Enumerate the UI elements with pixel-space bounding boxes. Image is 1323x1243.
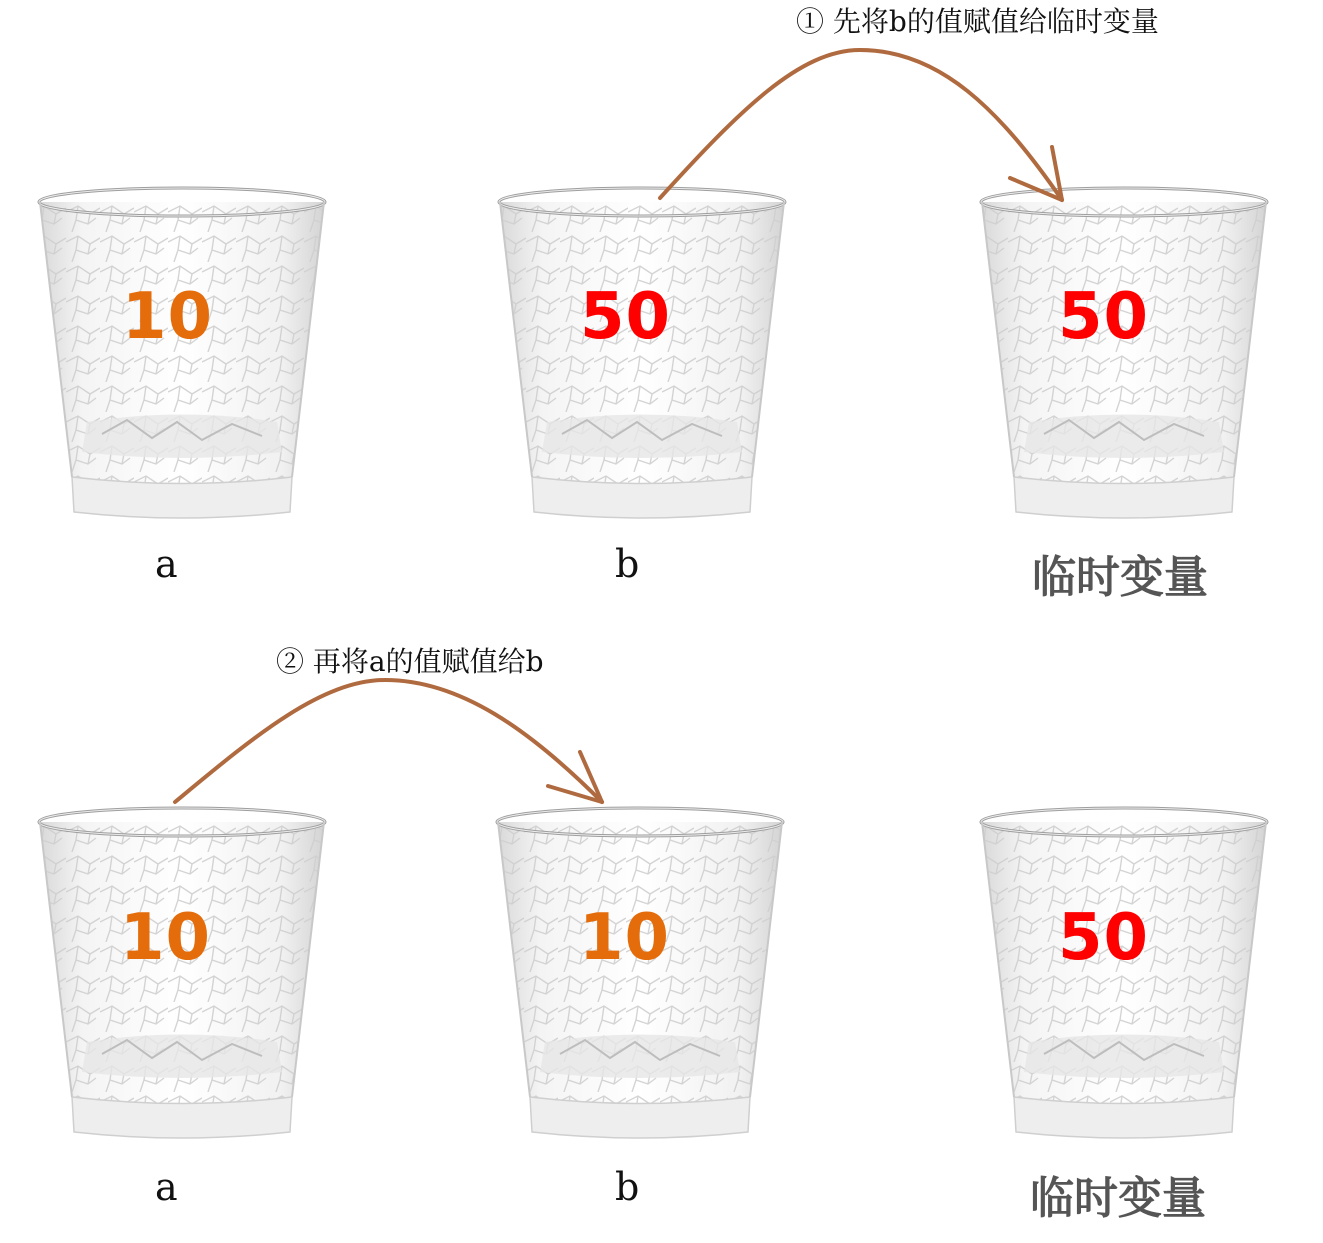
- label-temp-row1: 临时变量: [1032, 552, 1208, 603]
- step2-text: ② 再将a的值赋值给b: [276, 645, 544, 678]
- value-a-row2: 10: [120, 901, 212, 975]
- step1-text: ① 先将b的值赋值给临时变量: [796, 5, 1159, 38]
- label-a-row1: a: [155, 542, 178, 586]
- value-a-row1: 10: [122, 280, 214, 354]
- label-b-row2: b: [615, 1165, 640, 1209]
- arrow-step2: [175, 680, 602, 802]
- value-temp-row1: 50: [1058, 280, 1150, 354]
- label-a-row2: a: [155, 1165, 178, 1209]
- value-b-row2: 10: [579, 901, 671, 975]
- value-b-row1: 50: [580, 280, 672, 354]
- label-temp-row2: 临时变量: [1030, 1173, 1206, 1224]
- value-temp-row2: 50: [1058, 901, 1150, 975]
- label-b-row1: b: [615, 542, 640, 586]
